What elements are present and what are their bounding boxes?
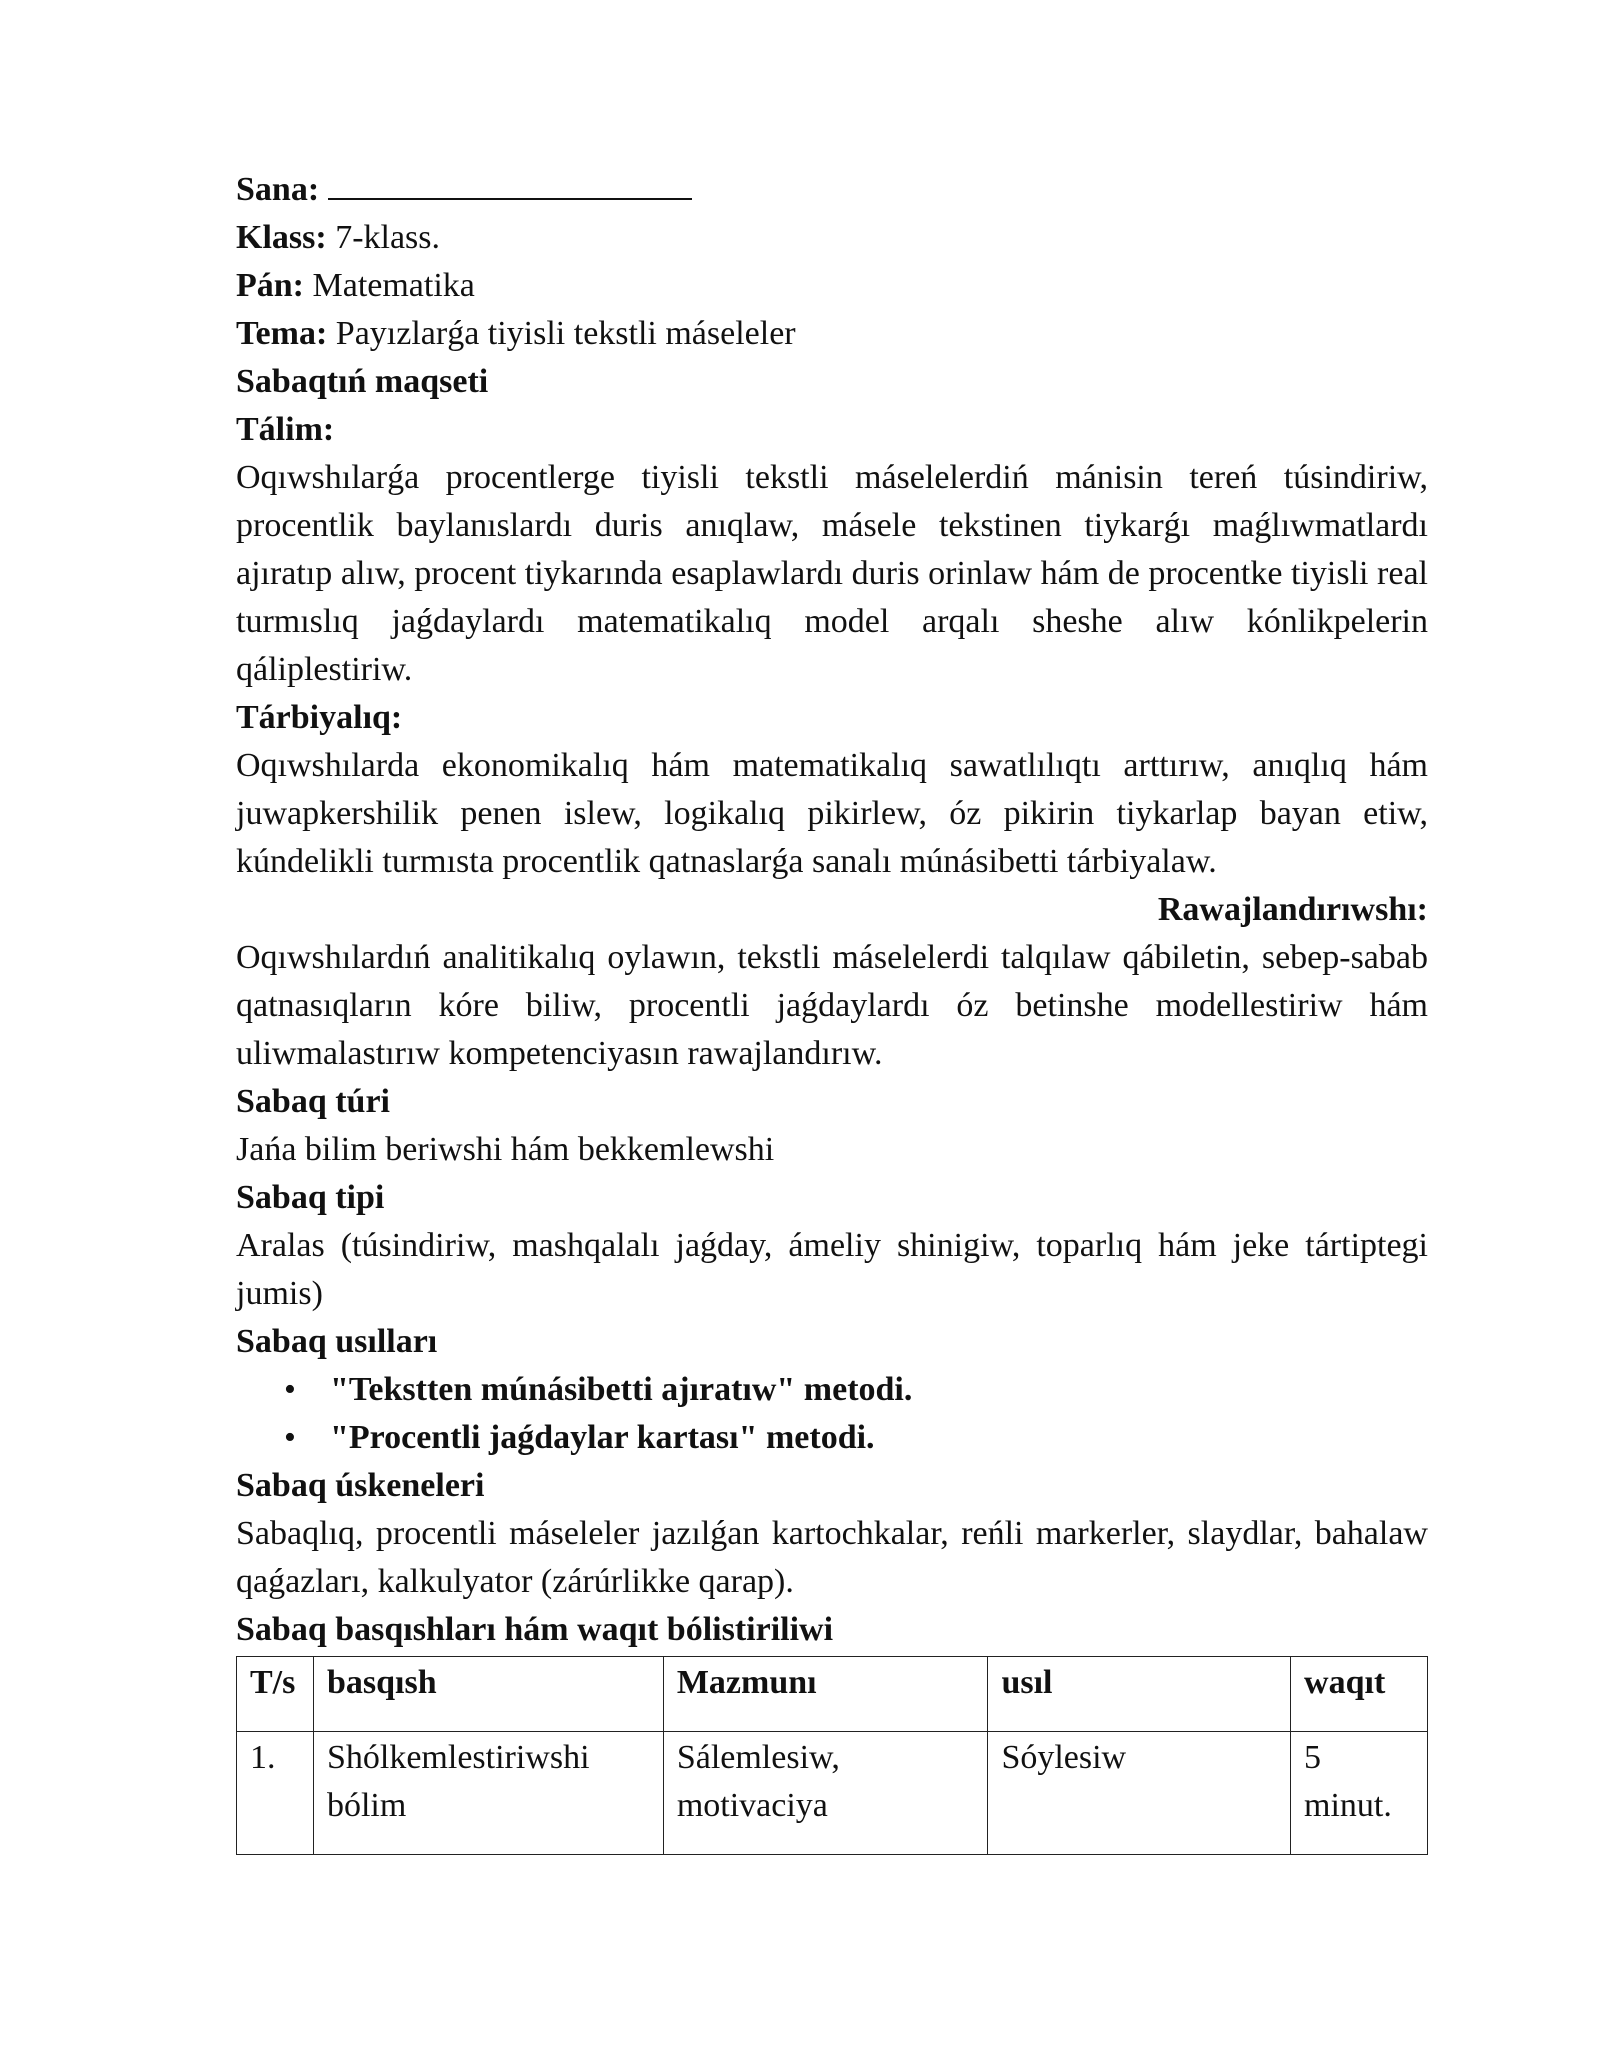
class-line <box>236 214 1428 262</box>
table-cell: 1. <box>237 1732 314 1855</box>
column-header: Mazmunı <box>663 1657 988 1732</box>
equipment-heading: Sabaq úskeneleri <box>236 1467 485 1504</box>
column-header: waqıt <box>1291 1657 1428 1732</box>
lesson-kind-text: Aralas (túsindiriw, mashqalalı jaǵday, ámeliy shinigiw, toparlıq hám jeke tártiptegi jumis) <box>236 1227 1428 1312</box>
lesson-type-text: Jańa bilim beriwshi hám bekkemlewshi <box>236 1131 775 1168</box>
stages-heading: Sabaq basqıshları hám waqıt bólistiriliwi <box>236 1611 834 1648</box>
development-heading: Rawajlandırıwshı: <box>1157 891 1428 928</box>
list-item <box>284 1414 1428 1462</box>
class-label: Klass: <box>236 219 327 256</box>
table-row <box>237 1732 1428 1855</box>
date-line <box>236 166 1428 214</box>
method-text: "Procentli jaǵdaylar kartası" metodi. <box>330 1419 875 1456</box>
topic-label: Tema: <box>236 315 328 352</box>
table-cell: Sóylesiw <box>988 1732 1291 1855</box>
education-text: Oqıwshılarǵa procentlerge tiyisli tekstli máselelerdiń mánisin tereń túsindiriw, procentlik baylanıslardı duris anıqlaw, másele tekstinen tiykarǵı maǵlıwmatlardı ajıratıp alıw, procent tiykarında esaplawlardı duris orinlaw hám de procentke tiyisli real turmıslıq jaǵdaylardı matematikalıq model arqalı sheshe alıw kónlikpelerin qáliplestiriw. <box>236 459 1428 688</box>
education-heading: Tálim: <box>236 411 335 448</box>
table-cell: Shólkemlestiriwshi bólim <box>313 1732 663 1855</box>
date-label: Sana: <box>236 171 320 208</box>
class-value: 7-klass. <box>335 219 441 256</box>
goals-heading: Sabaqtıń maqseti <box>236 363 489 400</box>
table-cell: 5 minut. <box>1291 1732 1428 1855</box>
stages-table <box>236 1656 1428 1855</box>
method-text: "Tekstten múnásibetti ajıratıw" metodi. <box>330 1371 913 1408</box>
lesson-type-heading: Sabaq túri <box>236 1083 390 1120</box>
development-text: Oqıwshılardıń analitikalıq oylawın, tekstli máselelerdi talqılaw qábiletin, sebep-sabab qatnasıqların kóre biliw, procentli jaǵdaylardı óz betinshe modellestiriw hám uliwmalastırıw kompetenciyasın rawajlandırıw. <box>236 939 1428 1072</box>
lesson-kind-heading: Sabaq tipi <box>236 1179 385 1216</box>
lesson-plan-document <box>236 166 1428 1855</box>
date-blank-field[interactable] <box>328 168 692 200</box>
topic-line <box>236 310 1428 358</box>
upbringing-heading: Tárbiyalıq: <box>236 699 403 736</box>
column-header: usıl <box>988 1657 1291 1732</box>
column-header: basqısh <box>313 1657 663 1732</box>
subject-line <box>236 262 1428 310</box>
subject-label: Pán: <box>236 267 304 304</box>
subject-value: Matematika <box>312 267 475 304</box>
topic-value: Payızlarǵa tiyisli tekstli máseleler <box>335 315 796 352</box>
equipment-text: Sabaqlıq, procentli máseleler jazılǵan kartochkalar, reńli markerler, slaydlar, bahalaw qaǵazları, kalkulyator (zárúrlikke qarap). <box>236 1515 1428 1600</box>
bullet-icon: • <box>284 1419 296 1456</box>
list-item <box>284 1366 1428 1414</box>
upbringing-text: Oqıwshılarda ekonomikalıq hám matematikalıq sawatlılıqtı arttırıw, anıqlıq hám juwapkershilik penen islew, logikalıq pikirlew, óz pikirin tiykarlap bayan etiw, kúndelikli turmısta procentlik qatnaslarǵa sanalı múnásibetti tárbiyalaw. <box>236 747 1428 880</box>
column-header: T/s <box>237 1657 314 1732</box>
table-header-row <box>237 1657 1428 1732</box>
methods-list <box>236 1366 1428 1462</box>
methods-heading: Sabaq usılları <box>236 1323 438 1360</box>
table-cell: Sálemlesiw, motivaciya <box>663 1732 988 1855</box>
bullet-icon: • <box>284 1371 296 1408</box>
